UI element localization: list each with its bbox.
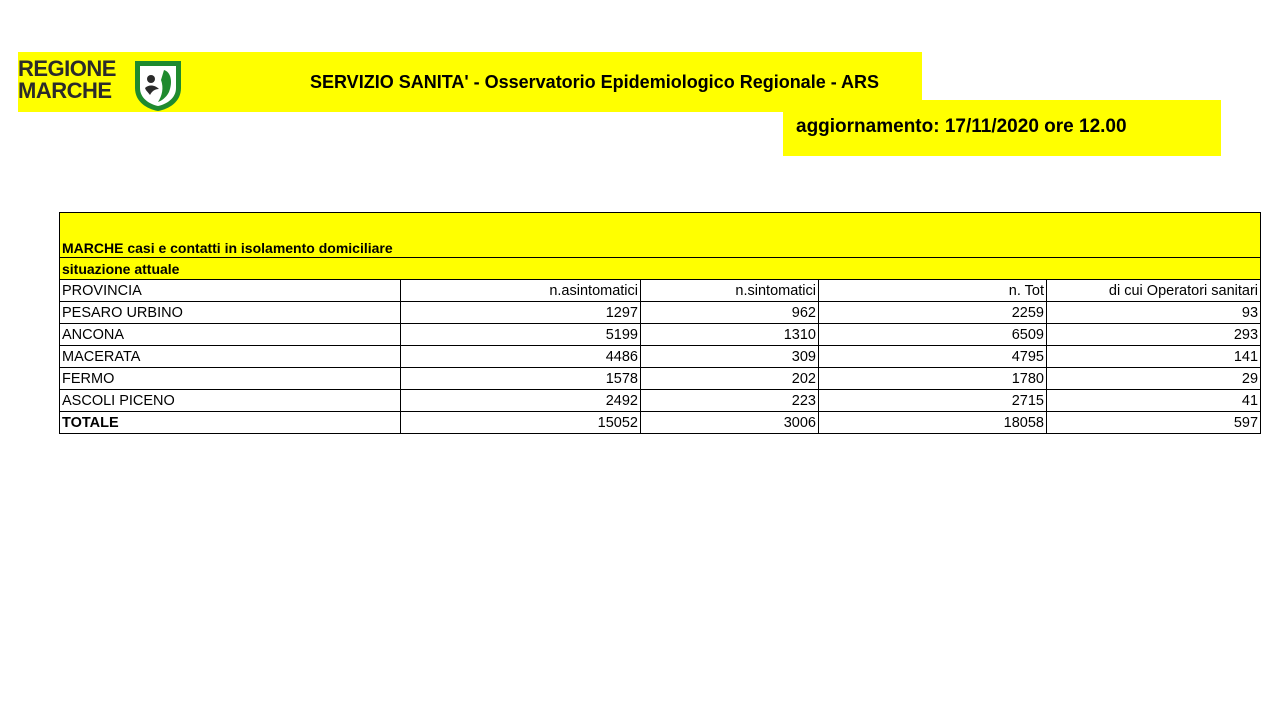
column-header-totale: n. Tot bbox=[819, 280, 1047, 302]
cell-asintomatici: 2492 bbox=[401, 390, 641, 412]
total-sintomatici: 3006 bbox=[641, 412, 819, 434]
table-row bbox=[60, 324, 1261, 346]
cell-totale: 2715 bbox=[819, 390, 1047, 412]
cell-provincia: PESARO URBINO bbox=[60, 302, 401, 324]
logo-line-2: MARCHE bbox=[18, 78, 112, 103]
page-title: SERVIZIO SANITA' - Osservatorio Epidemiologico Regionale - ARS bbox=[310, 72, 880, 92]
column-header-asintomatici: n.asintomatici bbox=[401, 280, 641, 302]
total-totale: 18058 bbox=[819, 412, 1047, 434]
cell-totale: 1780 bbox=[819, 368, 1047, 390]
logo-line-1: REGIONE bbox=[18, 56, 116, 81]
update-timestamp: aggiornamento: 17/11/2020 ore 12.00 bbox=[796, 116, 1127, 137]
cell-operatori-sanitari: 293 bbox=[1047, 324, 1261, 346]
cell-operatori-sanitari: 93 bbox=[1047, 302, 1261, 324]
table-subtitle-row bbox=[60, 258, 1261, 280]
column-header-sintomatici: n.sintomatici bbox=[641, 280, 819, 302]
isolation-table bbox=[59, 212, 1261, 434]
cell-sintomatici: 962 bbox=[641, 302, 819, 324]
cell-asintomatici: 5199 bbox=[401, 324, 641, 346]
cell-totale: 2259 bbox=[819, 302, 1047, 324]
total-operatori-sanitari: 597 bbox=[1047, 412, 1261, 434]
cell-sintomatici: 1310 bbox=[641, 324, 819, 346]
cell-totale: 6509 bbox=[819, 324, 1047, 346]
table-header-row bbox=[60, 280, 1261, 302]
column-header-operatori-sanitari: di cui Operatori sanitari bbox=[1047, 280, 1261, 302]
total-label: TOTALE bbox=[60, 412, 401, 434]
table-row bbox=[60, 390, 1261, 412]
table-row bbox=[60, 368, 1261, 390]
table-row bbox=[60, 346, 1261, 368]
table-title: MARCHE casi e contatti in isolamento domiciliare bbox=[60, 213, 1261, 258]
cell-operatori-sanitari: 41 bbox=[1047, 390, 1261, 412]
logo-text bbox=[18, 58, 116, 102]
cell-sintomatici: 309 bbox=[641, 346, 819, 368]
table-row bbox=[60, 302, 1261, 324]
cell-asintomatici: 1297 bbox=[401, 302, 641, 324]
table-total-row bbox=[60, 412, 1261, 434]
total-asintomatici: 15052 bbox=[401, 412, 641, 434]
table-subtitle: situazione attuale bbox=[60, 258, 1261, 280]
cell-provincia: ANCONA bbox=[60, 324, 401, 346]
cell-asintomatici: 1578 bbox=[401, 368, 641, 390]
cell-provincia: MACERATA bbox=[60, 346, 401, 368]
cell-operatori-sanitari: 29 bbox=[1047, 368, 1261, 390]
cell-asintomatici: 4486 bbox=[401, 346, 641, 368]
regione-marche-emblem-icon bbox=[131, 58, 185, 112]
table-title-row bbox=[60, 213, 1261, 258]
column-header-provincia: PROVINCIA bbox=[60, 280, 401, 302]
cell-sintomatici: 202 bbox=[641, 368, 819, 390]
regione-marche-logo bbox=[18, 58, 188, 112]
cell-operatori-sanitari: 141 bbox=[1047, 346, 1261, 368]
cell-provincia: FERMO bbox=[60, 368, 401, 390]
cell-sintomatici: 223 bbox=[641, 390, 819, 412]
cell-provincia: ASCOLI PICENO bbox=[60, 390, 401, 412]
cell-totale: 4795 bbox=[819, 346, 1047, 368]
